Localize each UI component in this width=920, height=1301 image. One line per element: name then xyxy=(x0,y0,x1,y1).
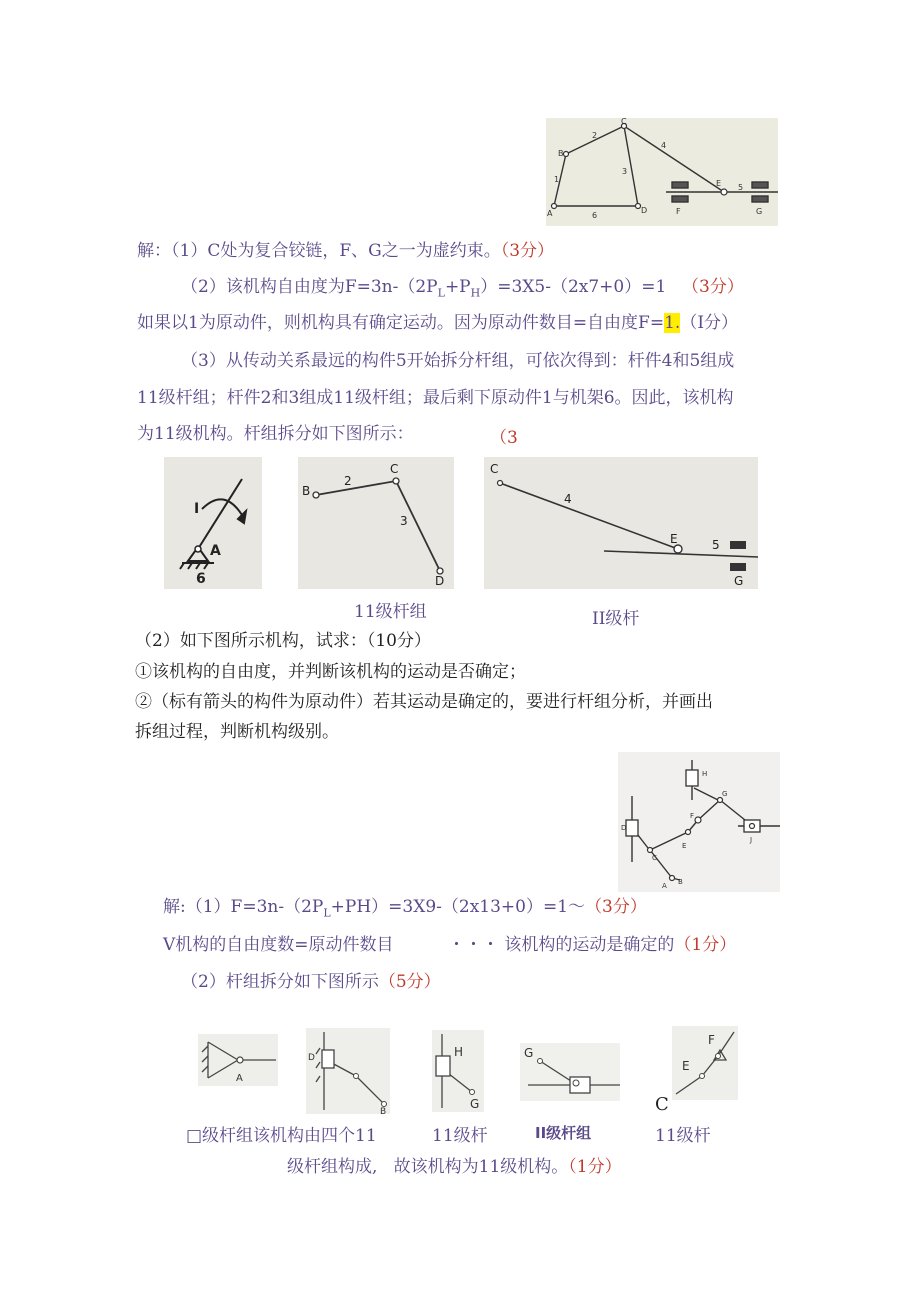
fig2-label-g: G xyxy=(722,790,728,798)
photos1-caption-mid: 11级杆组 xyxy=(354,602,427,622)
group4-label-g: G xyxy=(524,1046,534,1060)
group2-label-d: D xyxy=(308,1053,315,1063)
fig1-label-g: G xyxy=(756,207,763,216)
sol1-line3-a: 如果以1为原动件，则机构具有确定运动。因为原动件数目=自由度F= xyxy=(137,313,665,333)
group1-label-a: A xyxy=(236,1073,243,1084)
sol1-line2-sub1: L xyxy=(437,286,445,300)
photo1-label-a: A xyxy=(210,543,221,559)
fig1-label-1: 1 xyxy=(554,175,560,184)
group-photo-1 xyxy=(198,1034,278,1086)
photos1-caption-right: II级杆 xyxy=(592,609,640,629)
fig1-label-f: F xyxy=(676,207,681,216)
sol2-line3-a: （2）杆组拆分如下图所示 xyxy=(181,972,379,992)
fig1-label-a: A xyxy=(547,209,553,218)
group5-label-f: F xyxy=(708,1033,715,1047)
photo2-label-d: D xyxy=(435,574,445,588)
mechanism-figure-2 xyxy=(618,752,780,892)
sol2-line1-a: 解:（1）F=3n-（2P xyxy=(163,897,324,917)
group3-label-h: H xyxy=(454,1045,464,1059)
sol1-line4: （3）从传动关系最远的构件5开始拆分杆组，可依次得到：杆件4和5组成 xyxy=(181,351,735,371)
sol2-line2-dots: ・・・ xyxy=(448,935,499,955)
photo3-label-g: G xyxy=(734,574,744,588)
fig2-label-c: C xyxy=(652,854,657,862)
sol2-line2-a: V机构的自由度数=原动件数目 xyxy=(163,935,394,955)
sol1-line6-score: （3 xyxy=(490,428,518,448)
mechanism-figure-1 xyxy=(546,118,778,226)
sol2-line3 xyxy=(181,967,441,992)
fig1-label-6: 6 xyxy=(592,211,598,220)
sol2-line1-score: （3分） xyxy=(585,897,647,917)
sol2-line3-score: （5分） xyxy=(378,972,441,992)
sol1-line3-score: （I分） xyxy=(680,313,739,333)
group5-label-e: E xyxy=(682,1059,690,1073)
group2-label-b: B xyxy=(380,1107,387,1114)
group-photo-4 xyxy=(520,1043,620,1101)
photos2-caption-4: 11级杆 xyxy=(655,1126,711,1146)
sol1-line1-text: 解：（1）C处为复合铰链，F、G之一为虚约束。 xyxy=(137,241,501,261)
fig2-label-h: H xyxy=(702,770,708,778)
q2-line3: ②（标有箭头的构件为原动件）若其运动是确定的，要进行杆组分析，并画出 xyxy=(135,692,713,712)
group5-label-c: C xyxy=(655,1094,669,1115)
fig2-label-b: B xyxy=(678,878,683,886)
group-photo-2 xyxy=(306,1028,390,1114)
sol2-line1 xyxy=(163,892,647,919)
sol2-line2-right xyxy=(448,930,736,955)
sol1-line2-b: +P xyxy=(444,277,471,297)
photo2-label-c: C xyxy=(390,462,399,476)
sol1-line5: 11级杆组；杆件2和3组成11级杆组；最后剩下原动件1与机架6。因此，该机构 xyxy=(137,388,734,408)
fig2-label-j: J xyxy=(750,836,753,844)
sol2-line2-b: 该机构的运动是确定的 xyxy=(504,935,675,955)
sol1-line3-highlight: 1. xyxy=(664,313,681,333)
photo3-label-4: 4 xyxy=(564,492,572,506)
photos2-caption-1: □级杆组该机构由四个11 xyxy=(186,1126,377,1146)
sol1-line2-a: （2）该机构自由度为F=3n-（2P xyxy=(181,277,438,297)
photo3-label-5: 5 xyxy=(712,538,720,552)
photo1-label-i: I xyxy=(194,501,200,517)
fig2-label-a: A xyxy=(662,882,667,890)
q2-line2: ①该机构的自由度，并判断该机构的运动是否确定； xyxy=(135,662,526,682)
photo1-label-6: 6 xyxy=(196,571,206,587)
photo3-label-e: E xyxy=(670,532,678,546)
group-photo-3 xyxy=(432,1030,484,1112)
mechanism-figure-1-drawing xyxy=(546,118,778,226)
photo2-label-3: 3 xyxy=(400,514,408,528)
sol1-line1 xyxy=(137,236,554,261)
sol1-line2 xyxy=(181,272,666,299)
photo2-label-2: 2 xyxy=(344,474,352,488)
photos2-caption-3: II级杆组 xyxy=(535,1124,592,1142)
fig1-label-b: B xyxy=(558,149,564,158)
fig1-label-c: C xyxy=(621,118,627,126)
photos2-caption-2: 11级杆 xyxy=(432,1126,488,1146)
sol1-line2-score: （3分） xyxy=(682,277,744,297)
photo3-label-c: C xyxy=(490,462,499,476)
fig1-label-2: 2 xyxy=(592,131,598,140)
sol1-line1-score: （3分） xyxy=(500,241,555,261)
sol2-line2-score: （1分） xyxy=(674,935,737,955)
q2-line1: （2）如下图所示机构，试求：（10分） xyxy=(135,631,431,651)
fig1-label-e: E xyxy=(716,179,722,188)
final-line-b: 故该机构为11级机构。 xyxy=(393,1157,569,1177)
q2-line4: 拆组过程，判断机构级别。 xyxy=(135,722,339,742)
fig1-label-4: 4 xyxy=(661,141,667,150)
final-line-a: 级杆组构成, xyxy=(287,1157,378,1177)
subgroup-photo-1 xyxy=(164,457,262,589)
fig2-label-e: E xyxy=(682,842,687,850)
subgroup-photo-3 xyxy=(484,457,758,589)
fig1-label-5: 5 xyxy=(738,183,744,192)
final-line xyxy=(287,1152,622,1177)
sol1-line2-sub2: H xyxy=(470,286,481,300)
fig1-label-d: D xyxy=(641,206,648,215)
group3-label-g: G xyxy=(470,1097,480,1111)
group-photo-5 xyxy=(672,1026,738,1100)
subgroup-photo-2 xyxy=(298,457,454,589)
photo2-label-b: B xyxy=(302,484,311,498)
sol2-line2 xyxy=(163,930,394,955)
final-line-score: （1分） xyxy=(568,1157,622,1177)
sol1-line3 xyxy=(137,308,738,333)
fig1-label-3: 3 xyxy=(622,167,628,176)
sol2-line1-b: +PH）=3X9-（2x13+0）=1～ xyxy=(330,897,586,917)
sol1-line2-c: ）=3X5-（2x7+0）=1 xyxy=(480,277,667,297)
sol1-line6: 为11级机构。杆组拆分如下图所示： xyxy=(137,424,414,444)
sol2-line1-sub: L xyxy=(323,906,331,920)
fig2-label-f: F xyxy=(690,812,695,820)
fig2-label-d: D xyxy=(621,824,627,832)
